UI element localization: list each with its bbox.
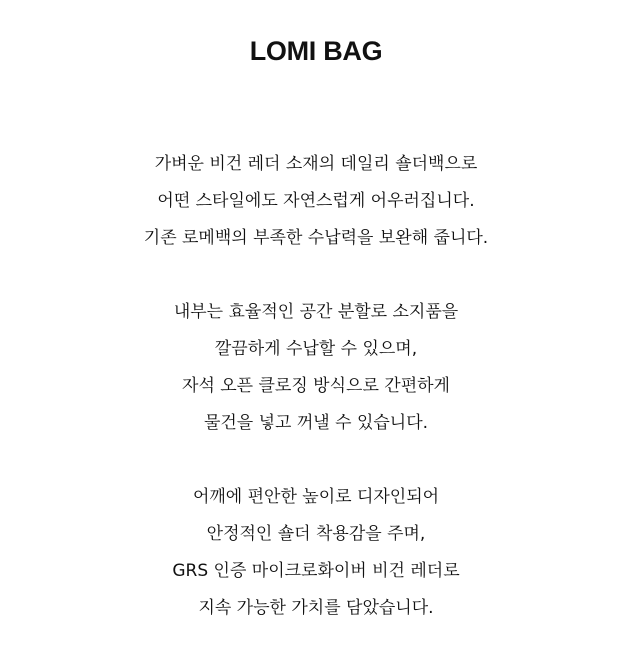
- description-line: 어떤 스타일에도 자연스럽게 어우러집니다.: [157, 191, 475, 211]
- description-line: 기존 로메백의 부족한 수납력을 보완해 줍니다.: [143, 228, 489, 248]
- description-line: 가벼운 비건 레더 소재의 데일리 숄더백으로: [154, 154, 478, 174]
- description-line: 물건을 넣고 꺼낼 수 있습니다.: [203, 413, 429, 433]
- description-body: [0, 146, 632, 664]
- product-title: LOMI BAG: [249, 36, 383, 66]
- description-line: 내부는 효율적인 공간 분할로 소지품을: [173, 302, 459, 322]
- description-paragraph-2: [0, 294, 632, 442]
- description-line: 깔끔하게 수납할 수 있으며,: [214, 339, 418, 359]
- description-line: 지속 가능한 가치를 담았습니다.: [198, 598, 434, 618]
- description-line: GRS 인증 마이크로화이버 비건 레더로: [172, 561, 460, 581]
- description-paragraph-1: [0, 146, 632, 257]
- description-line: 안정적인 숄더 착용감을 주며,: [206, 524, 426, 544]
- description-paragraph-3: [0, 479, 632, 627]
- description-line: 자석 오픈 클로징 방식으로 간편하게: [182, 376, 450, 396]
- description-line: 어깨에 편안한 높이로 디자인되어: [192, 487, 440, 507]
